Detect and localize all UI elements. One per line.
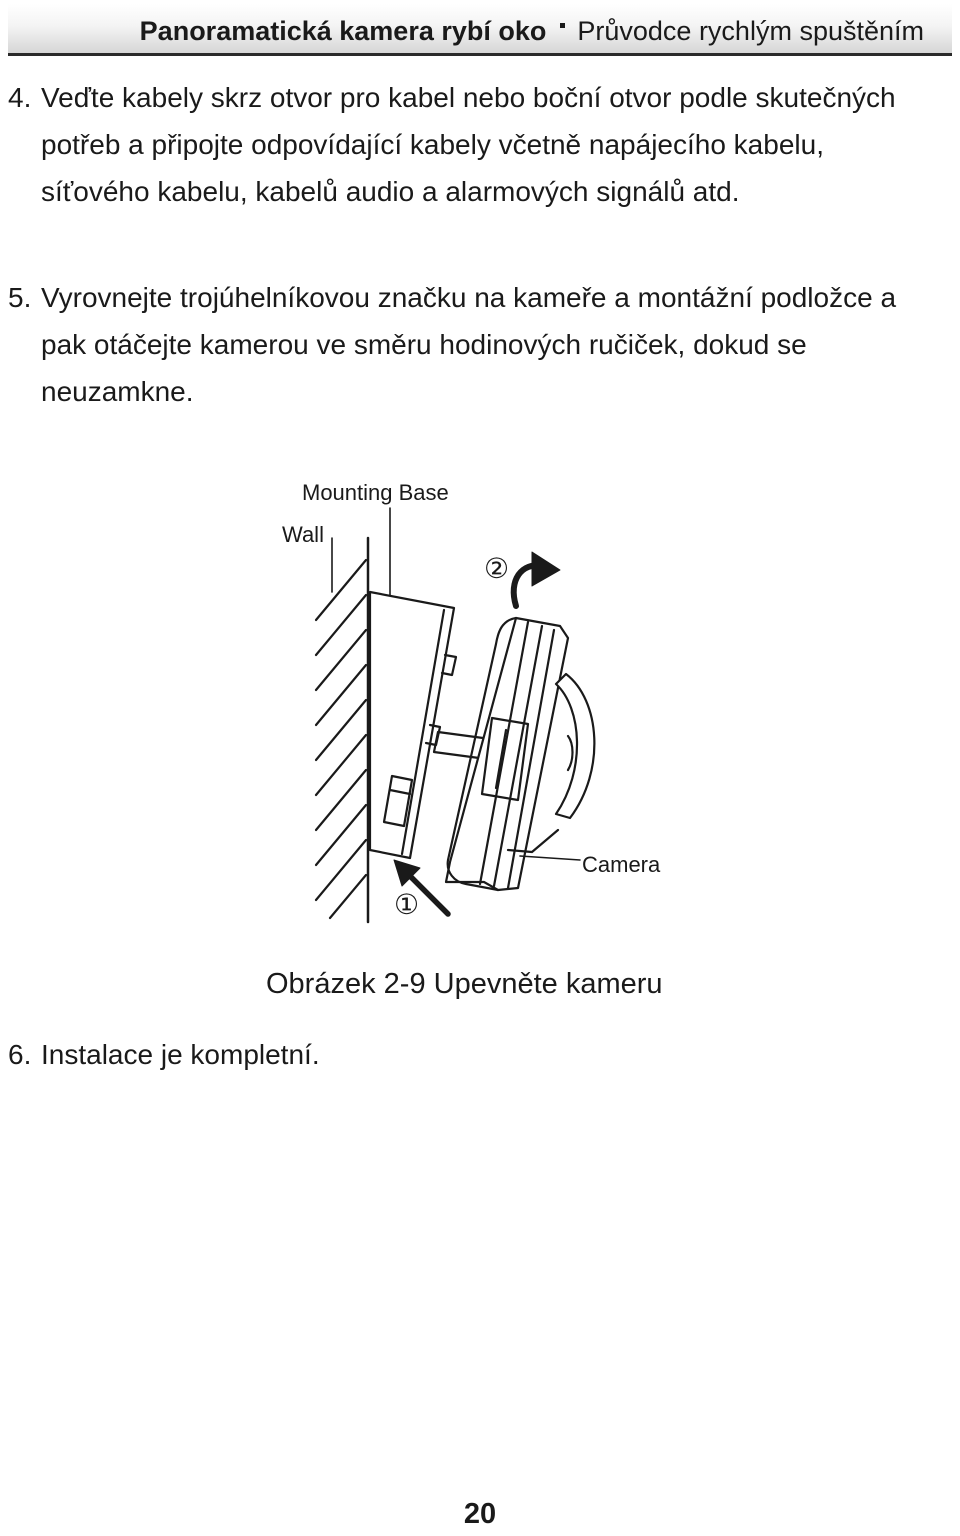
step-number: 4. — [8, 82, 32, 113]
camera-body — [446, 618, 594, 890]
rotate-clockwise-arrow-icon — [514, 552, 560, 606]
header-separator — [560, 23, 565, 28]
step-text: Instalace je kompletní. — [41, 1039, 320, 1070]
step-two-marker: ② — [484, 553, 510, 584]
header-title — [140, 16, 924, 47]
header-guide-name: Průvodce rychlým spuštěním — [577, 16, 924, 46]
wall-hatching — [316, 538, 368, 922]
header-product-name: Panoramatická kamera rybí oko — [139, 16, 547, 46]
figure-caption: Obrázek 2-9 Upevněte kameru — [266, 968, 663, 1000]
step-text: Veďte kabely skrz otvor pro kabel nebo boční otvor podle skutečných potřeb a připojte odpovídající kabely včetně napájecího kabelu, síťového kabelu, kabelů audio a alarmových signálů atd. — [41, 82, 896, 207]
mounting-base — [370, 592, 456, 858]
mounting-base-label: Mounting Base — [302, 480, 449, 505]
page-header — [8, 4, 952, 56]
step-number: 5. — [8, 282, 32, 313]
step-number: 6. — [8, 1039, 32, 1070]
step-5 — [8, 274, 908, 415]
camera-label: Camera — [582, 852, 661, 877]
step-text: Vyrovnejte trojúhelníkovou značku na kameře a montážní podložce a pak otáčejte kamerou ve směru hodinových ručiček, dokud se neuzamkne. — [41, 282, 897, 407]
page-number: 20 — [463, 1498, 497, 1530]
mounting-figure — [270, 470, 710, 940]
step-4 — [8, 74, 908, 215]
camera-leader-line — [520, 856, 580, 860]
step-one-marker: ① — [394, 889, 420, 920]
wall-label: Wall — [282, 522, 324, 547]
step-6 — [8, 1031, 608, 1078]
